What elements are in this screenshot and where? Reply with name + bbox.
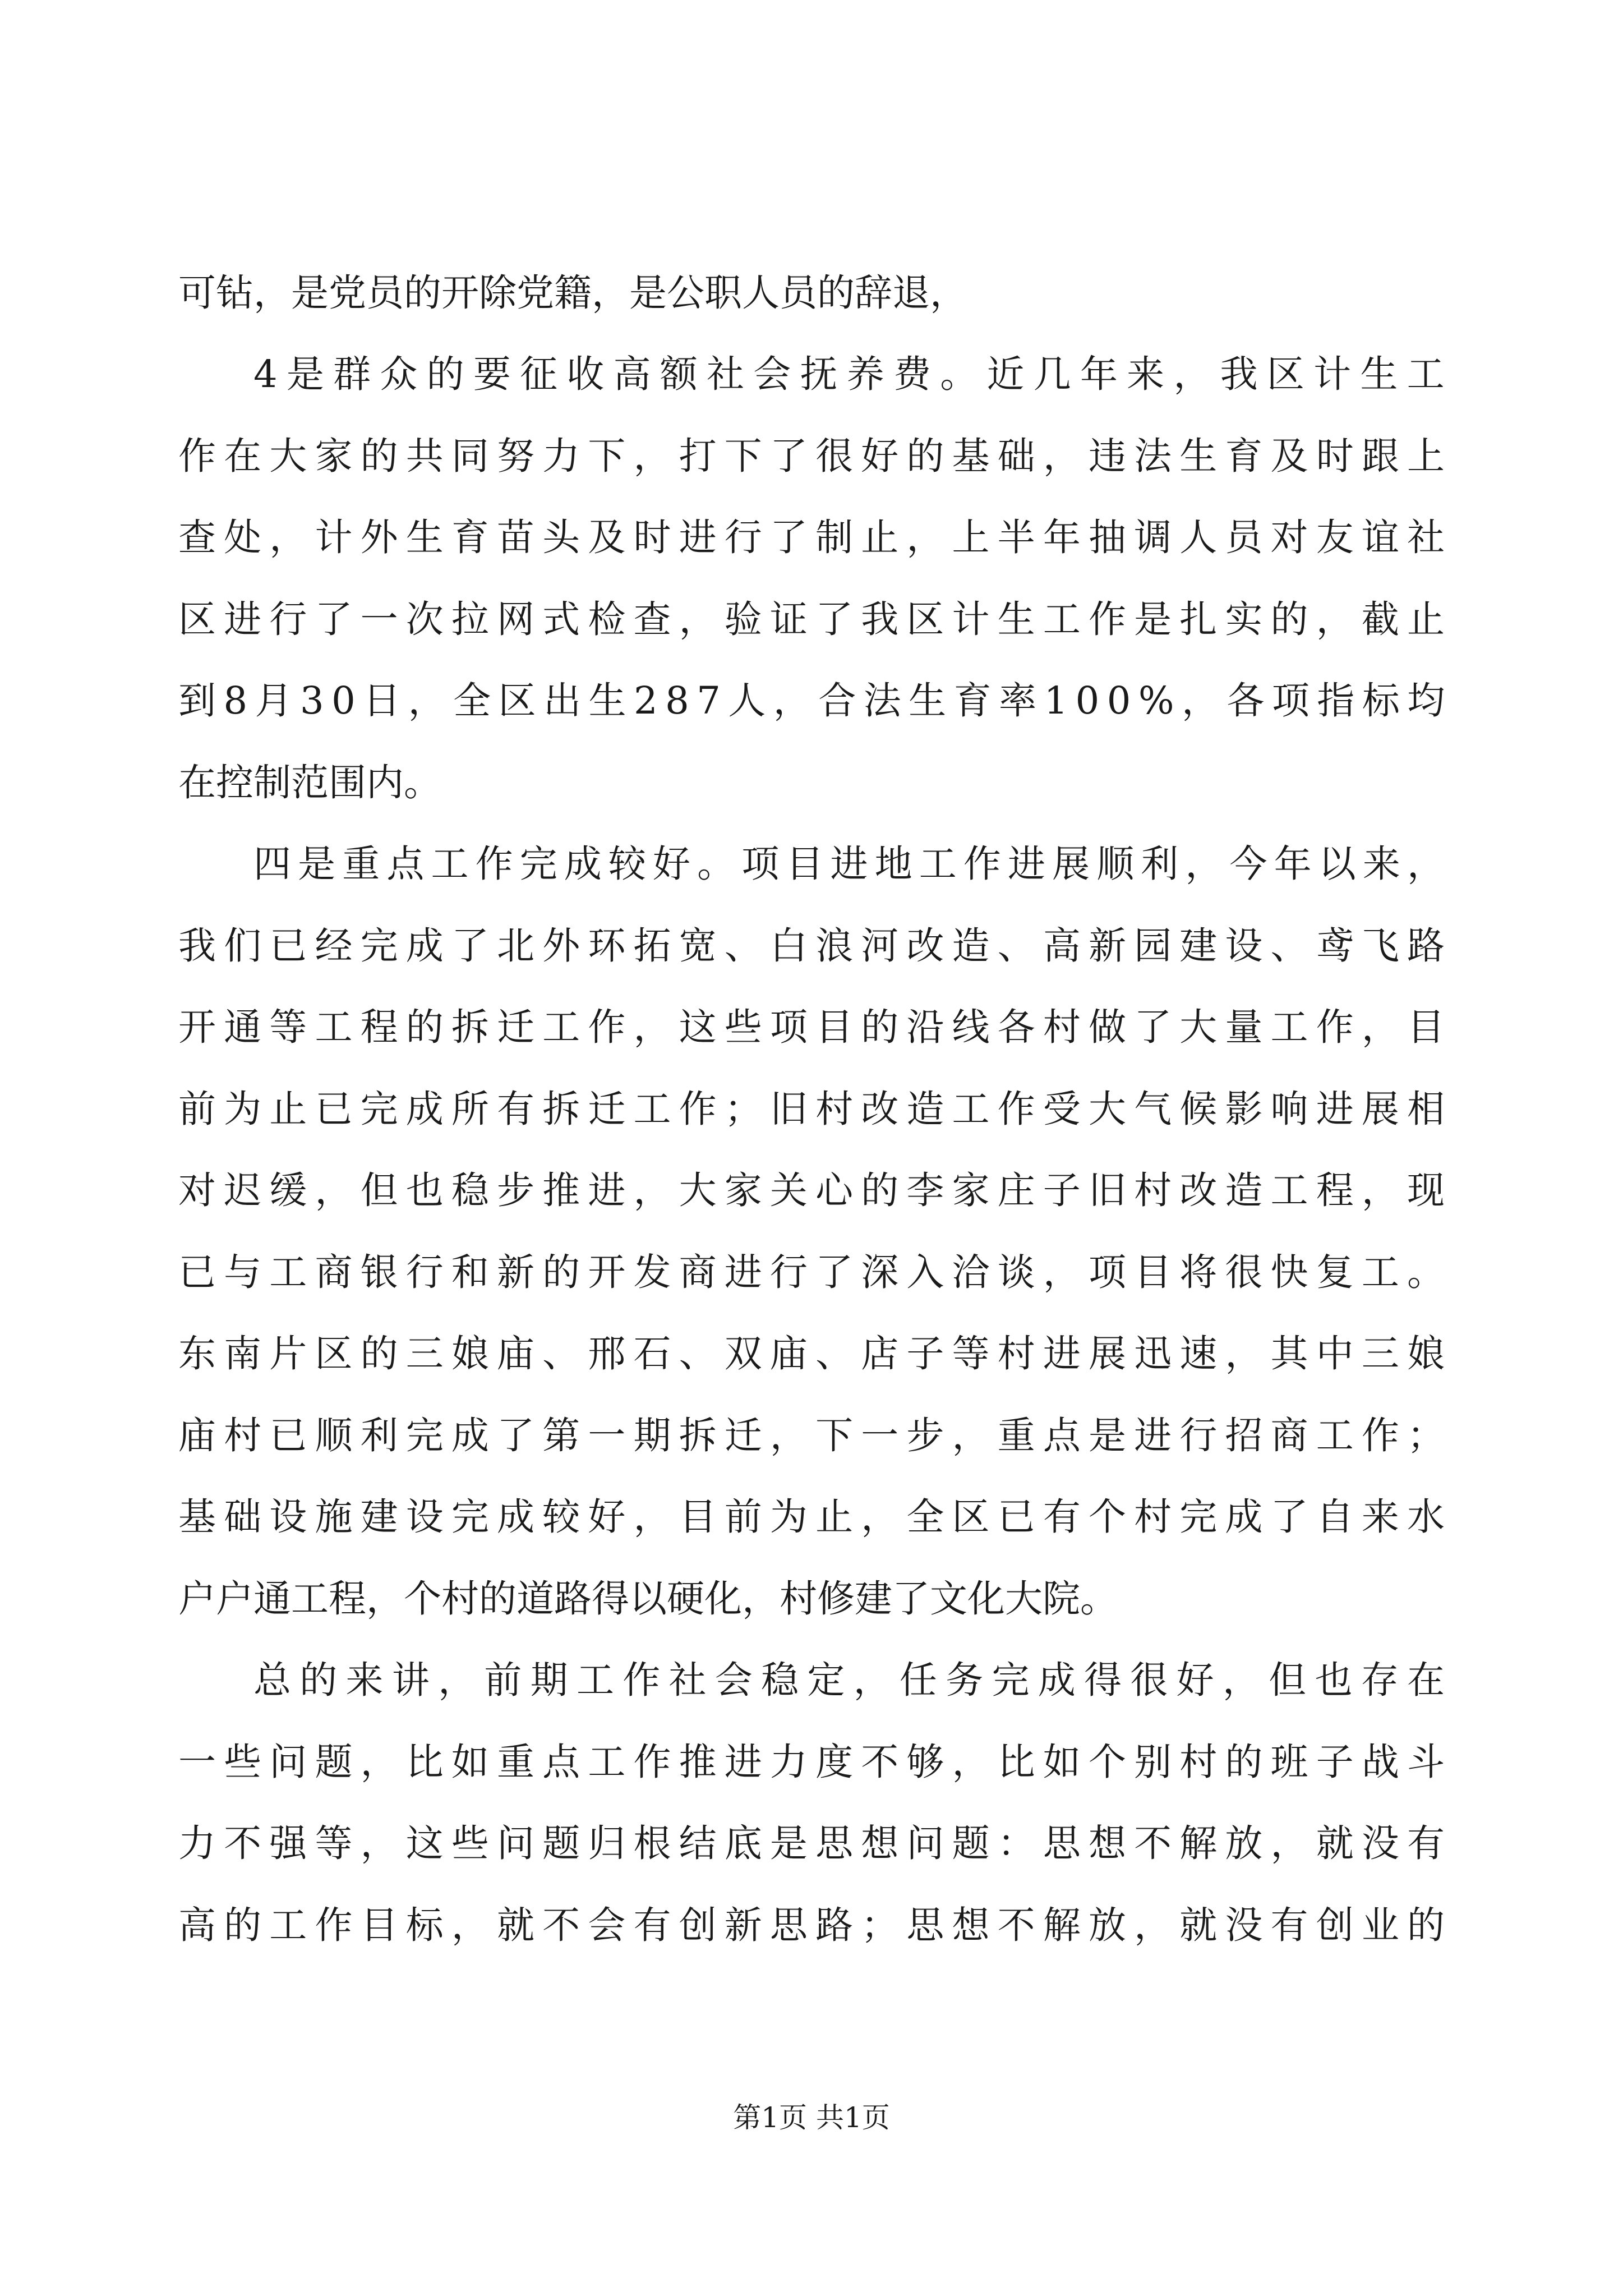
text-line-8: 四是重点工作完成较好。项目进地工作进展顺利，今年以来， [253,842,1452,886]
text-line-10: 开通等工程的拆迁工作，这些项目的沿线各村做了大量工作，目 [178,1005,1453,1049]
text-line-3: 作在大家的共同努力下，打下了很好的基础，违法生育及时跟上 [178,434,1453,478]
text-line-17: 户户通工程，个村的道路得以硬化，村修建了文化大院。 [178,1577,1118,1621]
text-line-20: 力不强等，这些问题归根结底是思想问题：思想不解放，就没有 [178,1821,1453,1865]
text-line-11: 前为止已完成所有拆迁工作；旧村改造工作受大气候影响进展相 [178,1087,1453,1131]
page-footer: 第1页 共1页 [733,2101,890,2134]
text-line-2: 4是群众的要征收高额社会抚养费。近几年来，我区计生工 [253,352,1454,396]
text-line-1: 可钻，是党员的开除党籍，是公职人员的辞退， [178,271,967,315]
text-line-9: 我们已经完成了北外环拓宽、白浪河改造、高新园建设、鸢飞路 [178,924,1453,968]
text-line-4: 查处，计外生育苗头及时进行了制止，上半年抽调人员对友谊社 [178,516,1453,559]
text-line-5: 区进行了一次拉网式检查，验证了我区计生工作是扎实的，截止 [178,597,1453,641]
text-line-16: 基础设施建设完成较好，目前为止，全区已有个村完成了自来水 [178,1495,1453,1539]
text-line-6: 到8月30日，全区出生287人，合法生育率100%，各项指标均 [178,679,1453,723]
text-line-18: 总的来讲，前期工作社会稳定，任务完成得很好，但也存在 [253,1658,1454,1702]
text-line-14: 东南片区的三娘庙、邢石、双庙、店子等村进展迅速，其中三娘 [178,1332,1453,1375]
text-line-7: 在控制范围内。 [178,761,441,804]
text-line-12: 对迟缓，但也稳步推进，大家关心的李家庄子旧村改造工程，现 [178,1168,1453,1212]
text-line-19: 一些问题，比如重点工作推进力度不够，比如个别村的班子战斗 [178,1740,1453,1784]
text-line-21: 高的工作目标，就不会有创新思路；思想不解放，就没有创业的 [178,1903,1453,1947]
text-line-15: 庙村已顺利完成了第一期拆迁，下一步，重点是进行招商工作； [178,1414,1453,1457]
text-line-13: 已与工商银行和新的开发商进行了深入洽谈，项目将很快复工。 [178,1250,1453,1294]
